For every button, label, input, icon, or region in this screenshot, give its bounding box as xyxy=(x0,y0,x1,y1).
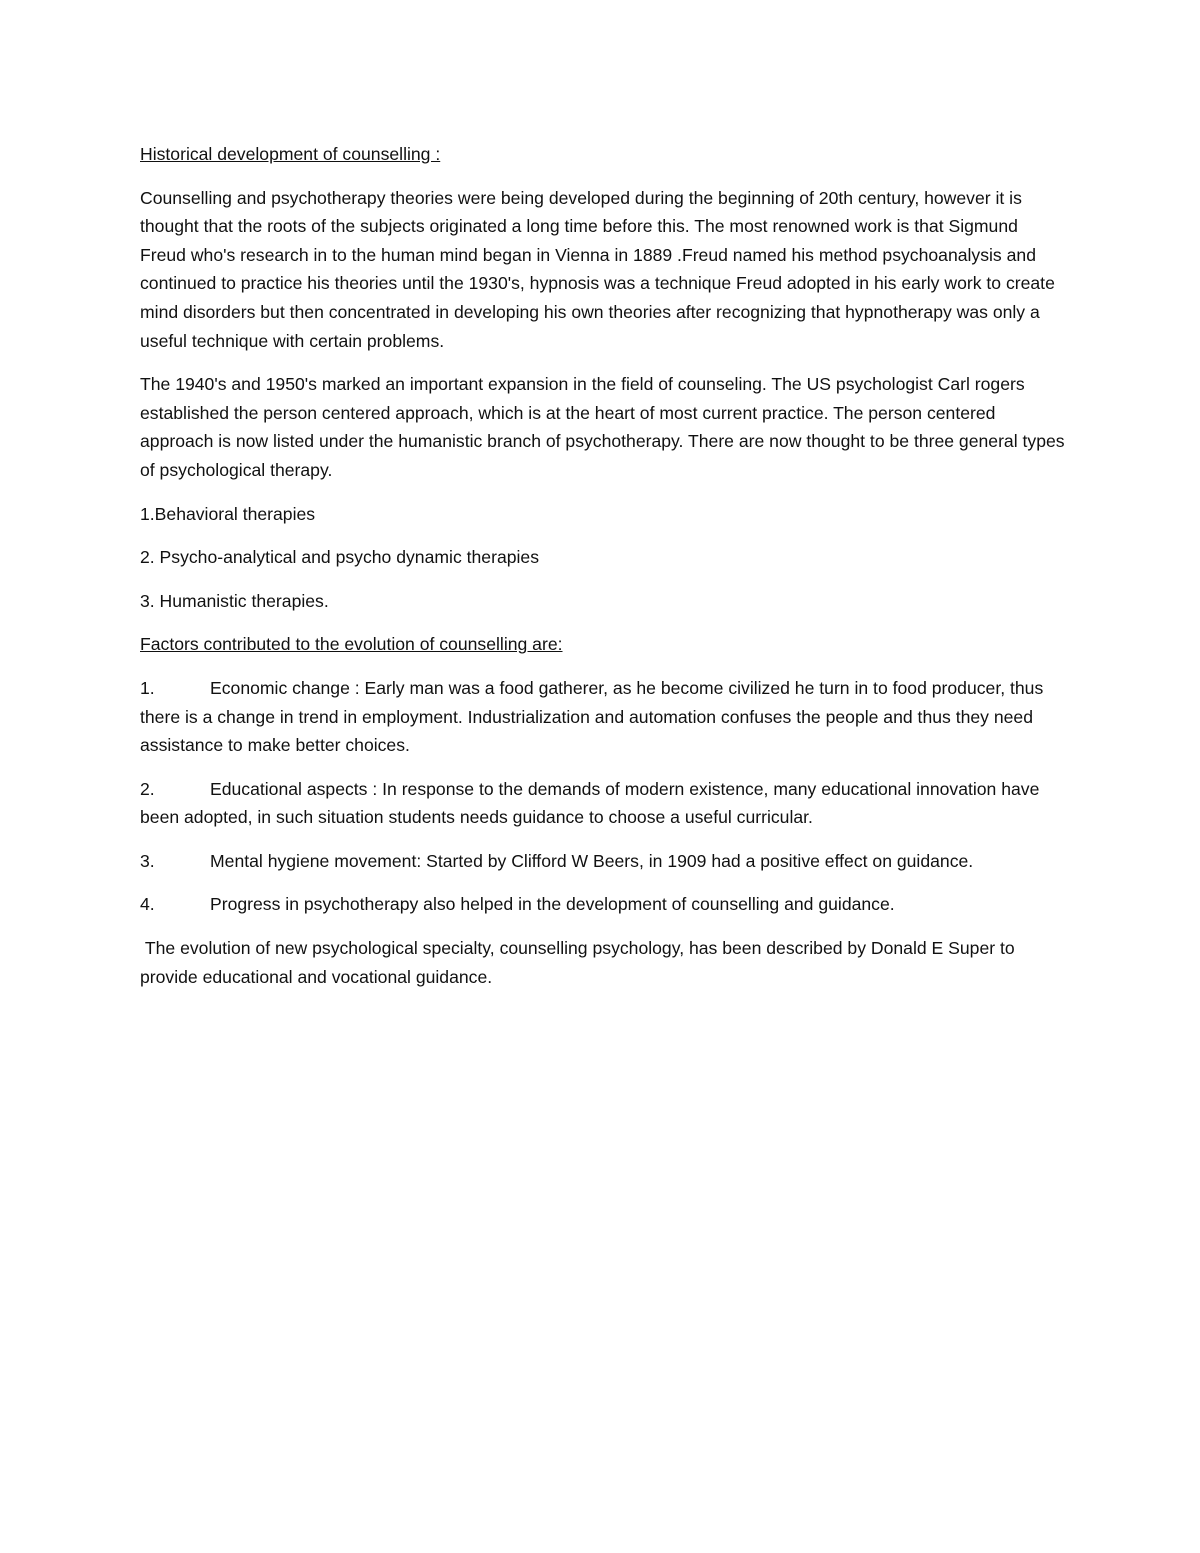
factor-number: 2. xyxy=(140,778,155,799)
second-paragraph: The 1940's and 1950's marked an important expansion in the field of counseling. The US psychologist Carl rogers established the person centered approach, which is at the heart of most current practice. The person centered approach is now listed under the humanistic branch of psychotherapy. There are now thought to be three general types of psychological therapy. xyxy=(140,374,1065,480)
factor-item-4 xyxy=(140,890,1065,919)
factor-text: Mental hygiene movement: Started by Clifford W Beers, in 1909 had a positive effect on guidance. xyxy=(210,850,974,871)
therapy-type-3: 3. Humanistic therapies. xyxy=(140,590,329,611)
factor-item-3 xyxy=(140,847,1065,876)
factor-number: 3. xyxy=(140,850,155,871)
factor-text: Economic change : Early man was a food gatherer, as he become civilized he turn in to food producer, thus there is a change in trend in employment. Industrialization and automation confuses the people and thus they need assistance to make better choices. xyxy=(140,677,1044,756)
factor-item-2 xyxy=(140,775,1065,832)
factor-item-1 xyxy=(140,674,1065,760)
section-heading: Historical development of counselling : xyxy=(140,144,441,164)
document-body xyxy=(140,140,1065,1006)
factor-text: Progress in psychotherapy also helped in the development of counselling and guidance. xyxy=(210,894,895,915)
factors-heading: Factors contributed to the evolution of counselling are: xyxy=(140,634,563,655)
therapy-type-2: 2. Psycho-analytical and psycho dynamic therapies xyxy=(140,547,540,568)
closing-paragraph: The evolution of new psychological specialty, counselling psychology, has been described by Donald E Super to provide educational and vocational guidance. xyxy=(140,938,1020,987)
therapy-type-1: 1.Behavioral therapies xyxy=(140,503,316,524)
factor-number: 1. xyxy=(140,677,155,698)
factor-number: 4. xyxy=(140,894,155,915)
factor-text: Educational aspects : In response to the demands of modern existence, many educational innovation have been adopted, in such situation students needs guidance to choose a useful curricular. xyxy=(140,778,1040,828)
intro-paragraph: Counselling and psychotherapy theories were being developed during the beginning of 20th century, however it is thought that the roots of the subjects originated a long time before this. The most renowned work is that Sigmund Freud who's research in to the human mind began in Vienna in 1889 .Freud named his method psychoanalysis and continued to practice his theories until the 1930's, hypnosis was a technique Freud adopted in his early work to create mind disorders but then concentrated in developing his own theories after recognizing that hypnotherapy was only a useful technique with certain problems. xyxy=(140,187,1055,351)
